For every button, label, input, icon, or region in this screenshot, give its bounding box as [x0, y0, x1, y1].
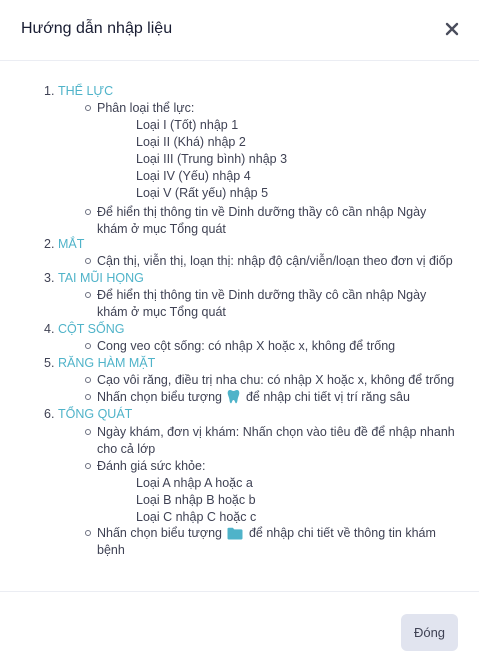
section-title-rang-ham-mat: RĂNG HÀM MẶT — [58, 356, 156, 370]
modal-title: Hướng dẫn nhập liệu — [21, 20, 173, 37]
modal-body — [0, 61, 479, 591]
section-number: 6. — [44, 407, 55, 421]
bullet — [85, 463, 91, 469]
close-button[interactable]: Đóng — [401, 614, 458, 651]
list-item: Ngày khám, đơn vị khám: Nhấn chọn vào tiêu đề để nhập nhanh — [97, 425, 455, 439]
bullet — [85, 209, 91, 215]
sub-item: Loại A nhập A hoặc a — [136, 476, 253, 490]
list-item-continued: cho cả lớp — [97, 442, 156, 456]
sub-item: Loại II (Khá) nhập 2 — [136, 135, 246, 149]
section-title-tai-mui-hong: TAI MŨI HỌNG — [58, 271, 144, 285]
bullet — [85, 394, 91, 400]
section-title-mat: MẮT — [58, 237, 85, 251]
section-number: 5. — [44, 356, 55, 370]
section-title-the-luc: THỂ LỰC — [58, 84, 114, 98]
section-title-tong-quat: TỔNG QUÁT — [58, 407, 133, 421]
close-icon[interactable] — [441, 18, 463, 40]
section-title-cot-song: CỘT SỐNG — [58, 322, 125, 336]
list-item-continued: bệnh — [97, 543, 125, 557]
sub-item: Loại B nhập B hoặc b — [136, 493, 256, 507]
item-text-before: Nhấn chọn biểu tượng — [97, 526, 222, 540]
sub-item: Loại III (Trung bình) nhập 3 — [136, 152, 288, 166]
sub-item: Loại I (Tốt) nhập 1 — [136, 118, 239, 132]
section-number: 3. — [44, 271, 55, 285]
list-item: Phân loại thể lực: — [97, 101, 195, 115]
sub-item: Loại V (Rất yếu) nhập 5 — [136, 186, 269, 200]
list-item: Đánh giá sức khỏe: — [97, 459, 206, 473]
list-item-continued: khám ở mục Tổng quát — [97, 222, 226, 236]
item-text-after: để nhập chi tiết về thông tin khám — [248, 526, 436, 540]
list-item: Để hiển thị thông tin về Dinh dưỡng thầy cô cần nhập Ngày — [97, 288, 427, 302]
bullet — [85, 530, 91, 536]
section-number: 1. — [44, 84, 55, 98]
list-item-continued: khám ở mục Tổng quát — [97, 305, 226, 319]
bullet — [85, 258, 91, 264]
tooth-icon[interactable] — [227, 389, 240, 409]
item-text-after: để nhập chi tiết vị trí răng sâu — [245, 390, 410, 404]
list-item: Cạo vôi răng, điều trị nha chu: có nhập X hoặc x, không để trống — [97, 373, 455, 387]
modal-header — [0, 0, 479, 61]
bullet — [85, 429, 91, 435]
bullet — [85, 377, 91, 383]
list-item — [97, 389, 467, 409]
bullet — [85, 343, 91, 349]
section-number: 2. — [44, 237, 55, 251]
section-number: 4. — [44, 322, 55, 336]
list-item: Cong veo cột sống: có nhập X hoặc x, không để trống — [97, 339, 396, 353]
bullet — [85, 105, 91, 111]
list-item: Để hiển thị thông tin về Dinh dưỡng thầy cô cần nhập Ngày — [97, 205, 427, 219]
sub-item: Loại C nhập C hoặc c — [136, 510, 257, 524]
bullet — [85, 292, 91, 298]
list-item: Cận thị, viễn thị, loạn thị: nhập độ cận/viễn/loạn theo đơn vị điốp — [97, 254, 453, 268]
item-text-before: Nhấn chọn biểu tượng — [97, 390, 222, 404]
sub-item: Loại IV (Yếu) nhập 4 — [136, 169, 251, 183]
